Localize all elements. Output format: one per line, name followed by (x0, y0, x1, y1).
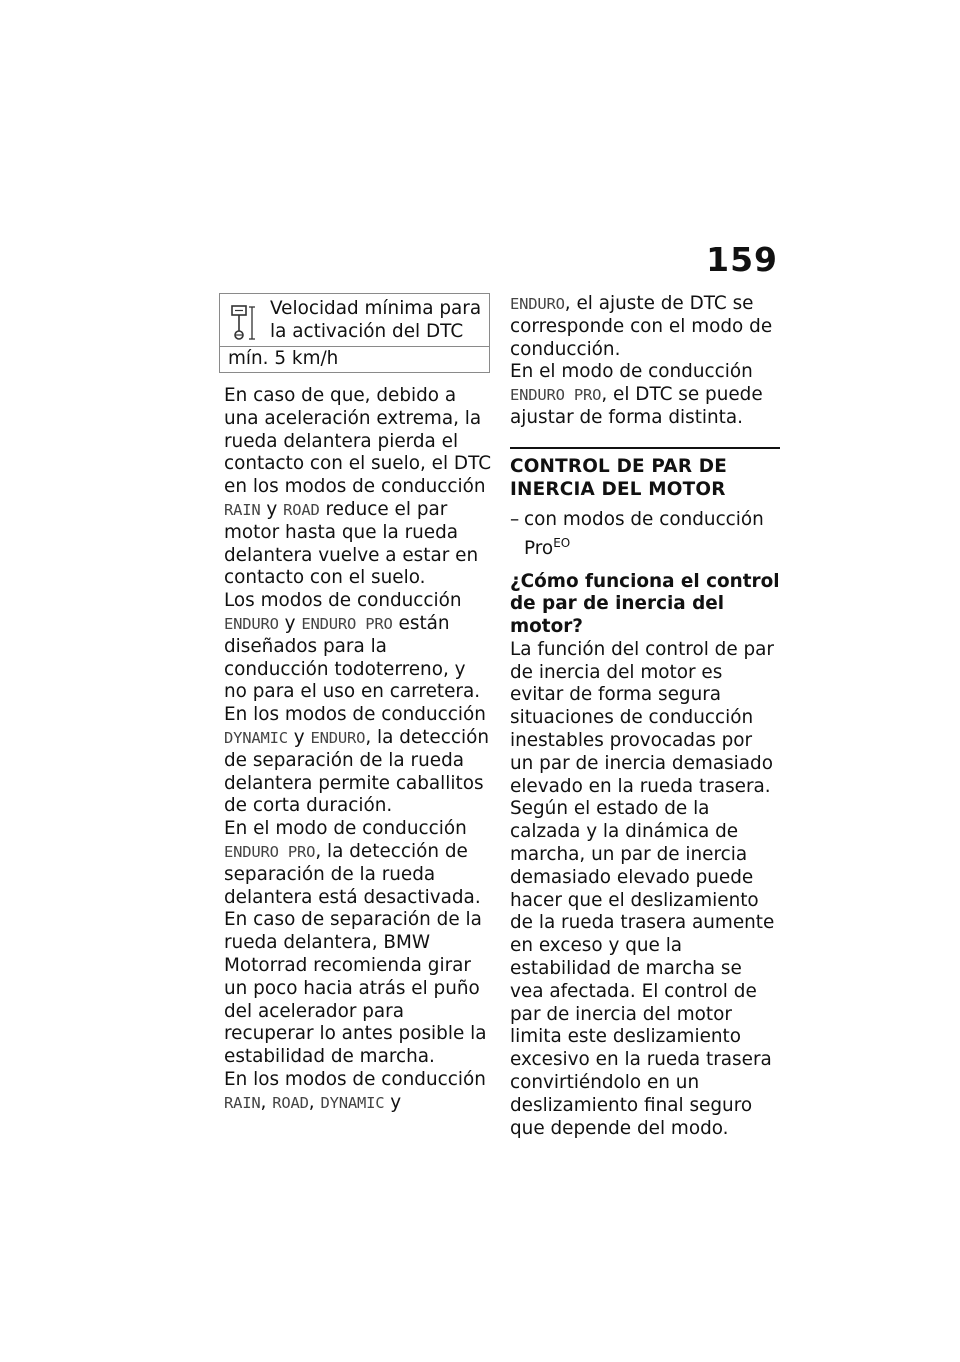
mode-enduro: ENDURO (310, 728, 366, 747)
list-item (510, 509, 780, 561)
mode-road: ROAD (272, 1093, 309, 1112)
mode-rain: RAIN (224, 500, 261, 519)
mode-enduro-pro: ENDURO PRO (301, 614, 393, 633)
section-heading: CONTROL DE PAR DE INERCIA DEL MOTOR (510, 455, 728, 500)
mode-road: ROAD (283, 500, 320, 519)
paragraph: En los modos de conducción RAIN, ROAD, DYNAMIC y (224, 1068, 486, 1113)
paragraph: En caso de separación de la rueda delantera, BMW Motorrad recomienda girar un poco hacia atrás el puño del acelerador para recuperar lo antes posible la estabilidad de marcha. (224, 909, 487, 1068)
paragraph: En caso de que, debido a una aceleración extrema, la rueda delantera pierda el contacto con el suelo, el DTC en los modos de conducción RAIN y ROAD reduce el par motor hasta que la rueda delantera vuelve a estar en contacto con el suelo. (224, 385, 492, 589)
mode-enduro: ENDURO (224, 614, 279, 633)
bullet-dash: – (510, 508, 520, 530)
left-column (224, 293, 492, 1115)
mode-enduro: ENDURO (510, 295, 565, 313)
section-divider (510, 447, 780, 449)
paragraph: En los modos de conducción DYNAMIC y ENDURO, la detección de separación de la rueda delantera permite caballitos de corta duración. (224, 704, 489, 817)
mode-dynamic: DYNAMIC (224, 728, 288, 747)
subheading-question: ¿Cómo funciona el control de par de inercia del motor? (510, 570, 780, 638)
bullet-text: con modos de conducción Pro (524, 508, 764, 559)
spec-title: Velocidad mínima para la activación del DTC (270, 298, 482, 342)
page-number: 159 (706, 240, 778, 279)
paragraph: ENDURO, el ajuste de DTC se corresponde con el modo de conducción. (510, 293, 773, 360)
paragraph: En el modo de conducción ENDURO PRO, el DTC se puede ajustar de forma distinta. (510, 361, 763, 428)
mode-rain: RAIN (224, 1093, 261, 1112)
spec-table (219, 293, 490, 373)
speed-sensor-icon (228, 303, 258, 343)
mode-enduro-pro: ENDURO PRO (510, 386, 602, 405)
paragraph: Los modos de conducción ENDURO y ENDURO PRO están diseñados para la conducción todoterreno, y no para el uso en carretera. (224, 590, 481, 703)
mode-dynamic: DYNAMIC (320, 1093, 385, 1112)
equipment-code: EO (553, 535, 571, 550)
spec-value: mín. 5 km/h (228, 348, 339, 369)
paragraph: La función del control de par de inercia del motor es evitar de forma segura situaciones de conducción inestables provocadas por un par de inercia demasiado elevado en la rueda trasera. Según el estado de la calzada y la dinámica de marcha, un par de inercia demasiado elevado puede hacer que el deslizamiento de la rueda trasera aumente en exceso y que la estabilidad de marcha se vea afectada. El control de par de inercia del motor limita este deslizamiento excesivo en la rueda trasera convirtiéndolo en un deslizamiento final seguro que depende del modo. (510, 638, 775, 1139)
paragraph: En el modo de conducción ENDURO PRO, la detección de separación de la rueda delantera está desactivada. (224, 818, 481, 908)
spec-header (220, 294, 489, 347)
mode-enduro-pro: ENDURO PRO (224, 842, 316, 861)
right-column (510, 293, 780, 1140)
